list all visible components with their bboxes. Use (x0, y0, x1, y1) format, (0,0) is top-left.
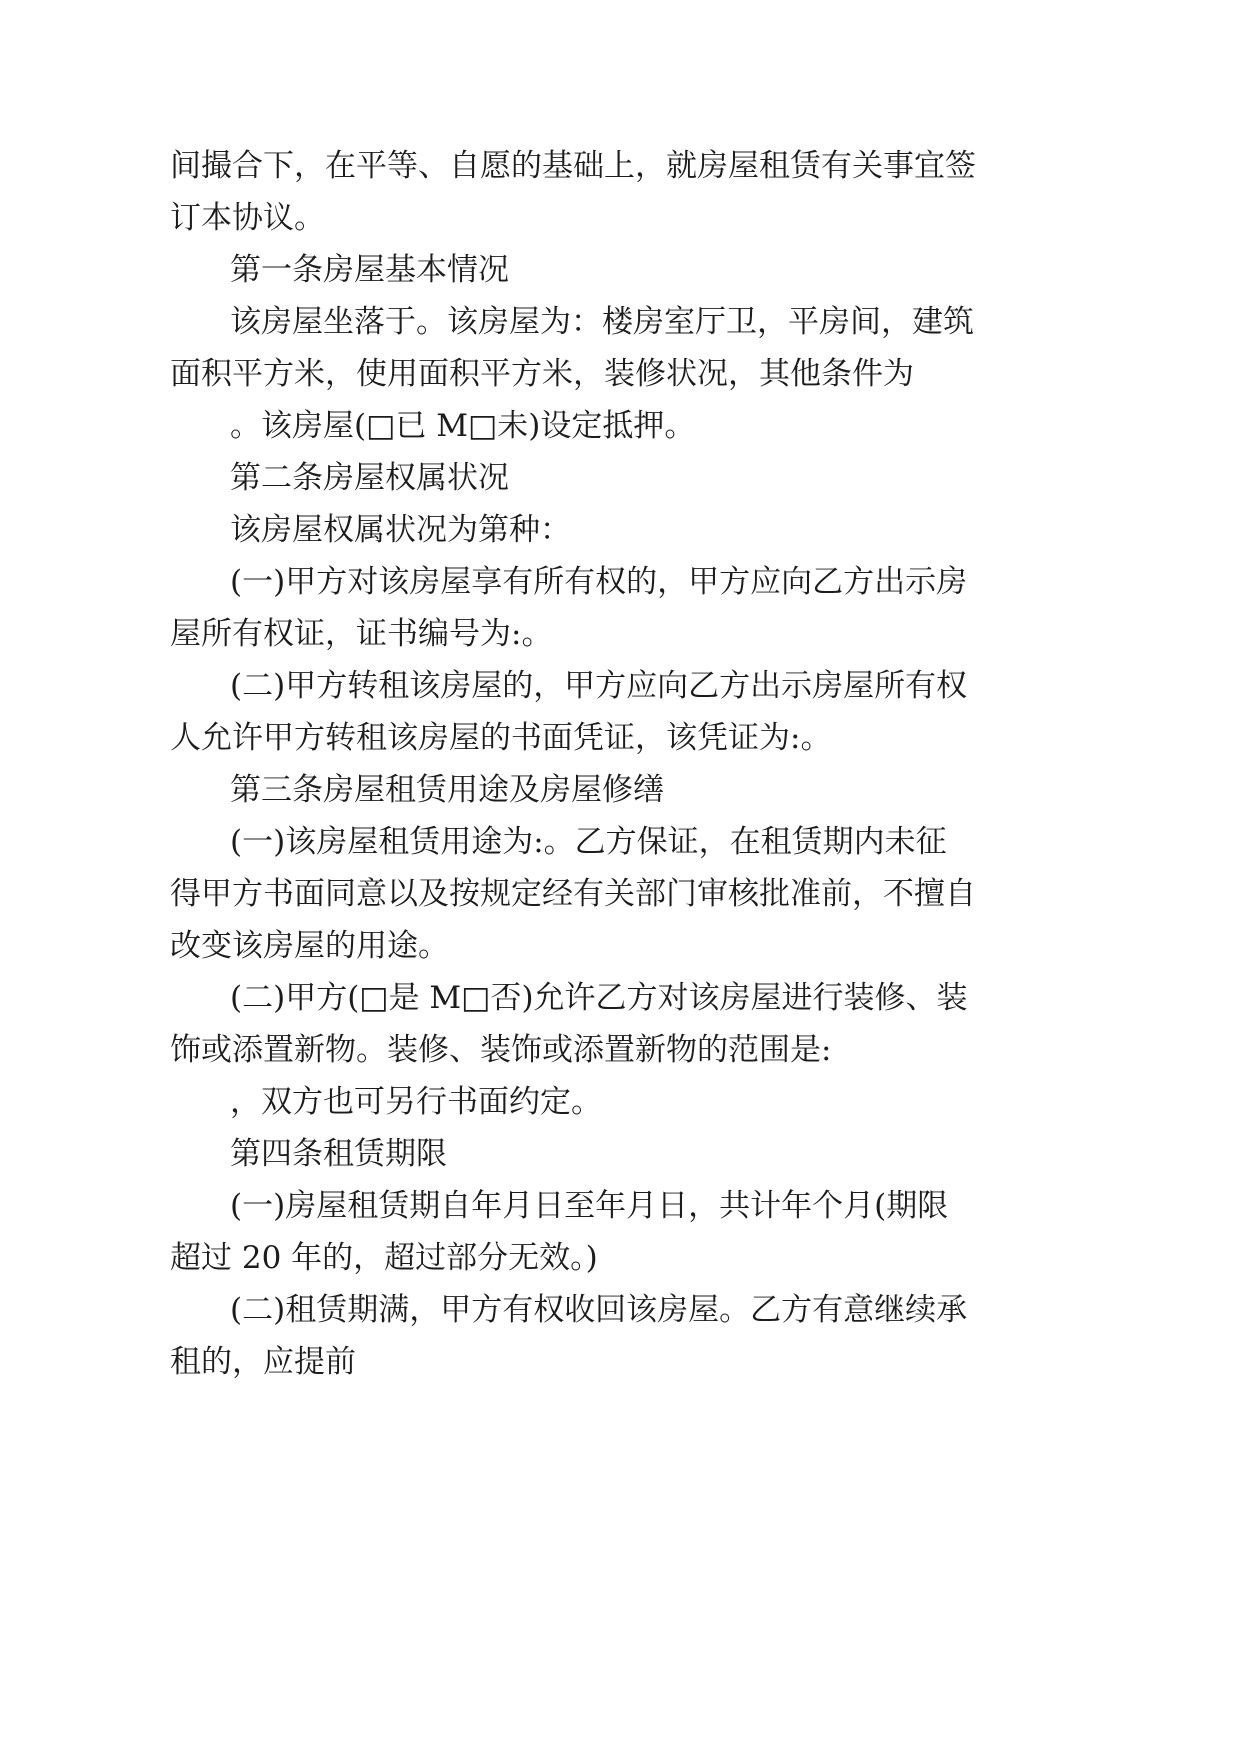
line-text: 该房屋坐落于。该房屋为：楼房室厅卫，平房间，建筑 (230, 304, 974, 340)
line-text: ，双方也可另行书面约定。 (230, 1084, 602, 1120)
line-text: 屋所有权证，证书编号为:。 (170, 616, 553, 652)
text-line (0, 709, 1241, 767)
text-line (0, 1281, 1241, 1339)
text-line (0, 917, 1241, 975)
line-text: 人允许甲方转租该房屋的书面凭证，该凭证为:。 (170, 720, 832, 756)
text-line (0, 1333, 1241, 1391)
line-text: (二)甲方(□是 M□否)允许乙方对该房屋进行装修、装 (230, 980, 968, 1016)
line-text: 间撮合下，在平等、自愿的基础上，就房屋租赁有关事宜签 (170, 148, 976, 184)
text-line (0, 293, 1241, 351)
text-line (0, 137, 1241, 195)
line-text: 面积平方米，使用面积平方米，装修状况，其他条件为 (170, 356, 914, 392)
line-text: 第一条房屋基本情况 (230, 252, 509, 288)
line-text: 订本协议。 (170, 200, 325, 236)
line-text: 饰或添置新物。装修、装饰或添置新物的范围是: (170, 1032, 832, 1068)
line-text: 第三条房屋租赁用途及房屋修缮 (230, 772, 664, 808)
text-line (0, 813, 1241, 871)
section-heading (0, 449, 1241, 507)
line-text: 。该房屋(□已 M□未)设定抵押。 (230, 408, 696, 444)
text-line (0, 657, 1241, 715)
text-line (0, 397, 1241, 455)
text-line (0, 865, 1241, 923)
text-line (0, 501, 1241, 559)
line-text: (一)房屋租赁期自年月日至年月日，共计年个月(期限 (230, 1188, 949, 1224)
text-line (0, 1073, 1241, 1131)
line-text: 该房屋权属状况为第种： (230, 512, 571, 548)
text-line (0, 969, 1241, 1027)
line-text: 第四条租赁期限 (230, 1136, 447, 1172)
line-text: (二)甲方转租该房屋的，甲方应向乙方出示房屋所有权 (230, 668, 968, 704)
line-text: 超过 20 年的，超过部分无效。) (170, 1240, 598, 1276)
line-text: (一)该房屋租赁用途为:。乙方保证，在租赁期内未征 (230, 824, 947, 860)
text-line (0, 605, 1241, 663)
text-line (0, 1229, 1241, 1287)
line-text: 第二条房屋权属状况 (230, 460, 509, 496)
line-text: 租的，应提前 (170, 1344, 356, 1380)
text-line (0, 189, 1241, 247)
text-line (0, 345, 1241, 403)
section-heading (0, 241, 1241, 299)
line-text: 得甲方书面同意以及按规定经有关部门审核批准前，不擅自 (170, 876, 976, 912)
section-heading (0, 1125, 1241, 1183)
line-text: 改变该房屋的用途。 (170, 928, 449, 964)
text-line (0, 1177, 1241, 1235)
section-heading (0, 761, 1241, 819)
line-text: (一)甲方对该房屋享有所有权的，甲方应向乙方出示房 (230, 564, 968, 600)
text-line (0, 1021, 1241, 1079)
text-line (0, 553, 1241, 611)
line-text: (二)租赁期满，甲方有权收回该房屋。乙方有意继续承 (230, 1292, 968, 1328)
